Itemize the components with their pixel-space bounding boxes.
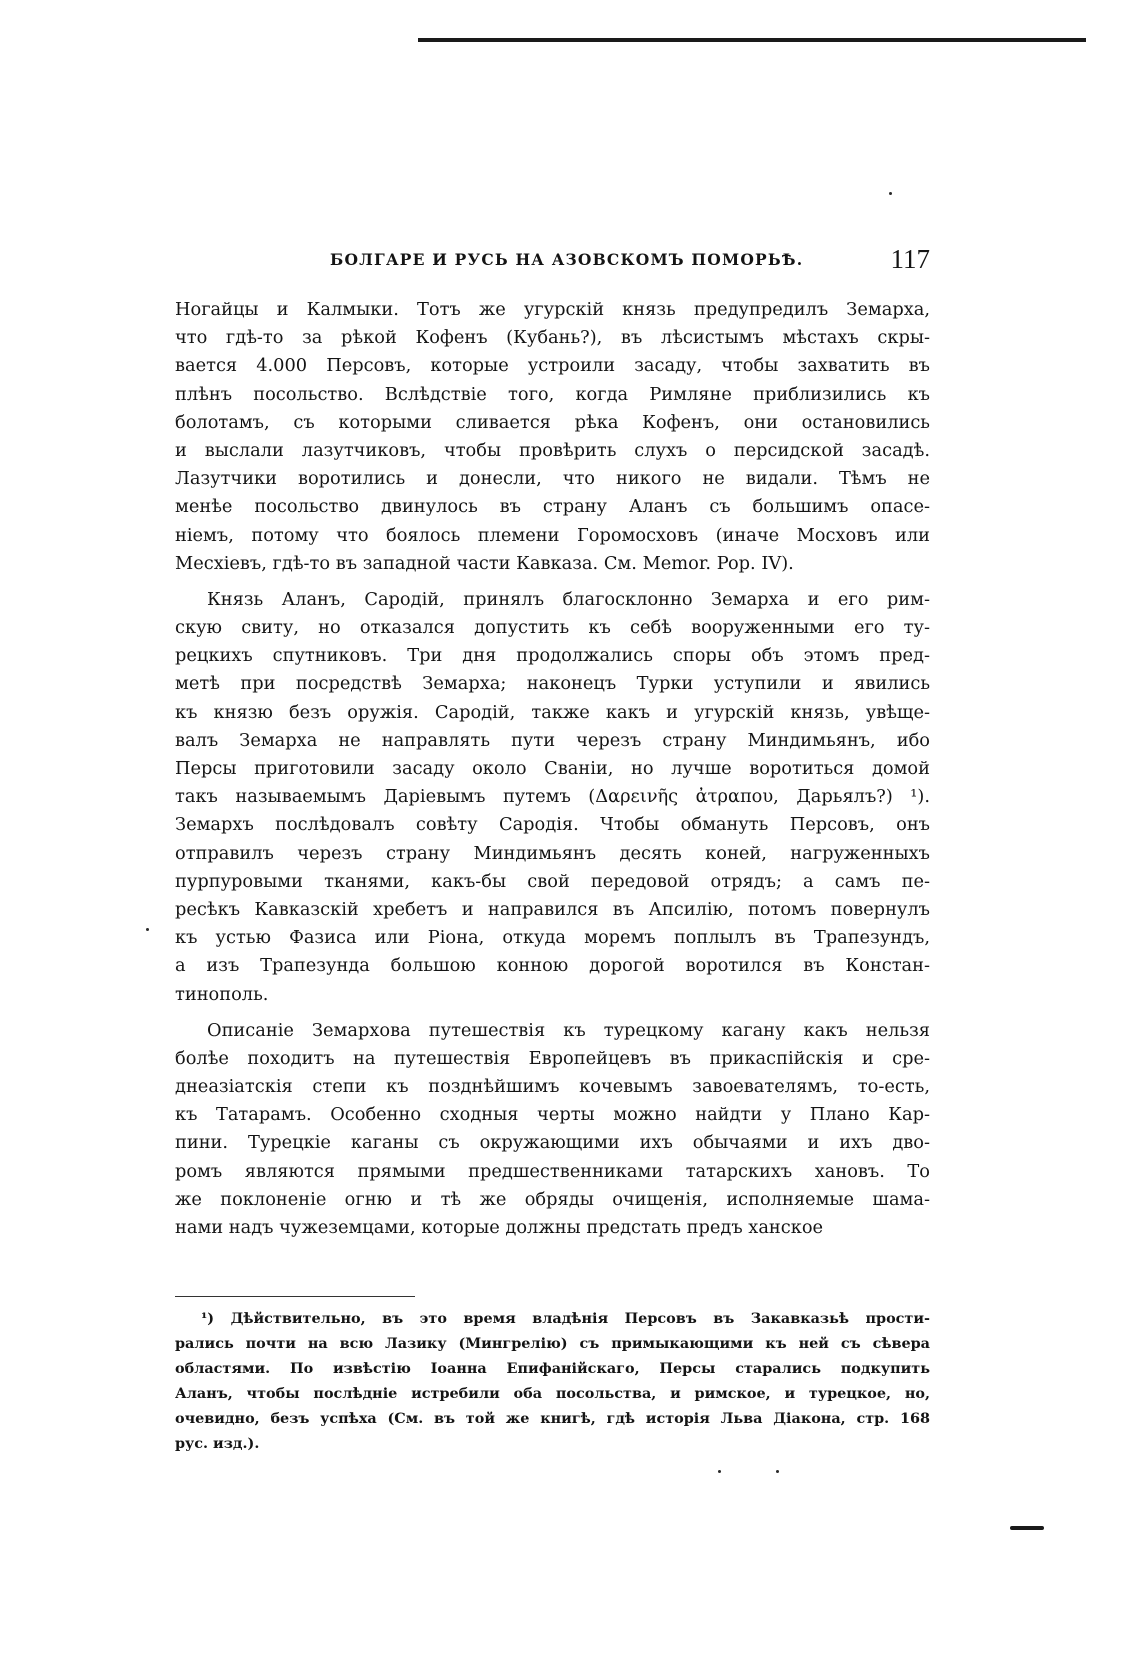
text-line: рецкихъ спутниковъ. Три дня продолжались споры объ этомъ пред-	[175, 645, 930, 667]
text-line: Персы приготовили засаду около Сваніи, но лучше воротиться домой	[175, 758, 930, 779]
text-line: плѣнъ посольство. Вслѣдствіе того, когда Римляне приблизились къ	[175, 383, 930, 405]
text-line: тинополь.	[175, 983, 269, 1005]
text-line: скую свиту, но отказался допустить къ себѣ вооруженными его ту-	[175, 617, 930, 639]
text-line: Земархъ послѣдовалъ совѣту Сародія. Чтобы обмануть Персовъ, онъ	[175, 814, 930, 836]
footnote-line: очевидно, безъ успѣха (См. въ той же книгѣ, гдѣ исторія Льва Діакона, стр. 168	[175, 1410, 930, 1427]
text-line: а изъ Трапезунда большою конною дорогой воротился въ Констан-	[175, 955, 930, 977]
text-line: нами надъ чужеземцами, которые должны предстать предъ ханское	[175, 1217, 824, 1238]
text-line: къ Татарамъ. Особенно сходныя черты можно найдти у Плано Кар-	[175, 1104, 930, 1126]
text-line: ромъ являются прямыми предшественниками татарскихъ хановъ. То	[175, 1160, 930, 1182]
text-line: болотамъ, съ которыми сливается рѣка Кофенъ, они остановились	[175, 411, 930, 433]
scan-speck	[718, 1470, 721, 1473]
paragraph-gap	[175, 1009, 930, 1017]
text-line: такъ называемымъ Даріевымъ путемъ (Δαρεινῆς ἀτραπου, Дарьялъ?) ¹).	[175, 786, 930, 808]
scan-speck	[889, 192, 892, 195]
paragraph	[175, 1017, 930, 1243]
text-line: валъ Земарха не направлять пути черезъ страну Миндимьянъ, ибо	[175, 729, 930, 751]
paragraph	[175, 586, 930, 1009]
text-line: Ногайцы и Калмыки. Тотъ же угурскій князь предупредилъ Земарха,	[175, 299, 930, 320]
text-line: ніемъ, потому что боялось племени Горомосховъ (иначе Мосховъ или	[175, 524, 930, 546]
text-line: же поклоненіе огню и тѣ же обряды очищенія, исполняемые шама-	[175, 1188, 930, 1210]
footnote-line: рус. изд.).	[175, 1435, 260, 1452]
text-line: Описаніе Земархова путешествія къ турецкому кагану какъ нельзя	[207, 1019, 930, 1041]
text-line: Месхіевъ, гдѣ-то въ западной части Кавказа. См. Memor. Pop. IV).	[175, 552, 794, 574]
page-number: 117	[890, 244, 930, 274]
text-line: менѣе посольство двинулось въ страну Аланъ съ большимъ опасе-	[175, 496, 930, 518]
footnote-rule	[175, 1296, 415, 1297]
text-line: пини. Турецкіе каганы съ окружающими ихъ обычаями и ихъ дво-	[175, 1132, 930, 1154]
text-line: Лазутчики воротились и донесли, что никого не видали. Тѣмъ не	[175, 468, 930, 490]
footnote-line: ¹) Дѣйствительно, въ это время владѣнія Персовъ въ Закавказьѣ прости-	[201, 1310, 930, 1327]
running-head	[175, 244, 930, 276]
text-line: ресѣкъ Кавказскій хребетъ и направился въ Апсилію, потомъ повернулъ	[175, 898, 930, 920]
body-text	[175, 296, 930, 1242]
footnote-line: Аланъ, чтобы послѣдніе истребили оба посольства, и римское, и турецкое, но,	[175, 1385, 930, 1402]
text-line: и выслали лазутчиковъ, чтобы провѣрить слухъ о персидской засадѣ.	[175, 439, 930, 461]
text-line: Князь Аланъ, Сародій, принялъ благосклонно Земарха и его рим-	[207, 588, 930, 610]
text-line: къ князю безъ оружія. Сародій, также какъ и угурскій князь, увѣще-	[175, 701, 930, 723]
text-line: что гдѣ-то за рѣкой Кофенъ (Кубань?), въ лѣсистымъ мѣстахъ скры-	[175, 327, 930, 349]
paragraph	[175, 296, 930, 578]
footnote-line: рались почти на всю Лазику (Мингрелію) съ примыкающими къ ней съ сѣвера	[175, 1335, 930, 1352]
text-line: болѣе походитъ на путешествія Европейцевъ въ прикаспійскія и сре-	[175, 1047, 930, 1069]
footnotes	[175, 1306, 930, 1456]
scan-speck	[776, 1470, 779, 1473]
text-line: отправилъ черезъ страну Миндимьянъ десять коней, нагруженныхъ	[175, 842, 930, 864]
text-line: пурпуровыми тканями, какъ-бы свой передовой отрядъ; а самъ пе-	[175, 870, 930, 892]
paragraph-gap	[175, 578, 930, 586]
running-title: БОЛГАРЕ И РУСЬ НА АЗОВСКОМЪ ПОМОРЬѢ.	[330, 250, 804, 269]
scan-speck	[146, 928, 149, 931]
text-line: къ устью Фазиса или Ріона, откуда моремъ поплылъ въ Трапезундъ,	[175, 927, 930, 949]
top-scan-rule	[418, 38, 1086, 42]
text-line: днеазіатскія степи къ позднѣйшимъ кочевымъ завоевателямъ, то-есть,	[175, 1076, 930, 1098]
margin-scan-mark	[1010, 1526, 1044, 1530]
text-line: вается 4.000 Персовъ, которые устроили засаду, чтобы захватить въ	[175, 355, 930, 377]
footnote-line: областями. По извѣстію Іоанна Епифанійскаго, Персы старались подкупить	[175, 1360, 930, 1377]
text-line: метѣ при посредствѣ Земарха; наконецъ Турки уступили и явились	[175, 673, 930, 695]
